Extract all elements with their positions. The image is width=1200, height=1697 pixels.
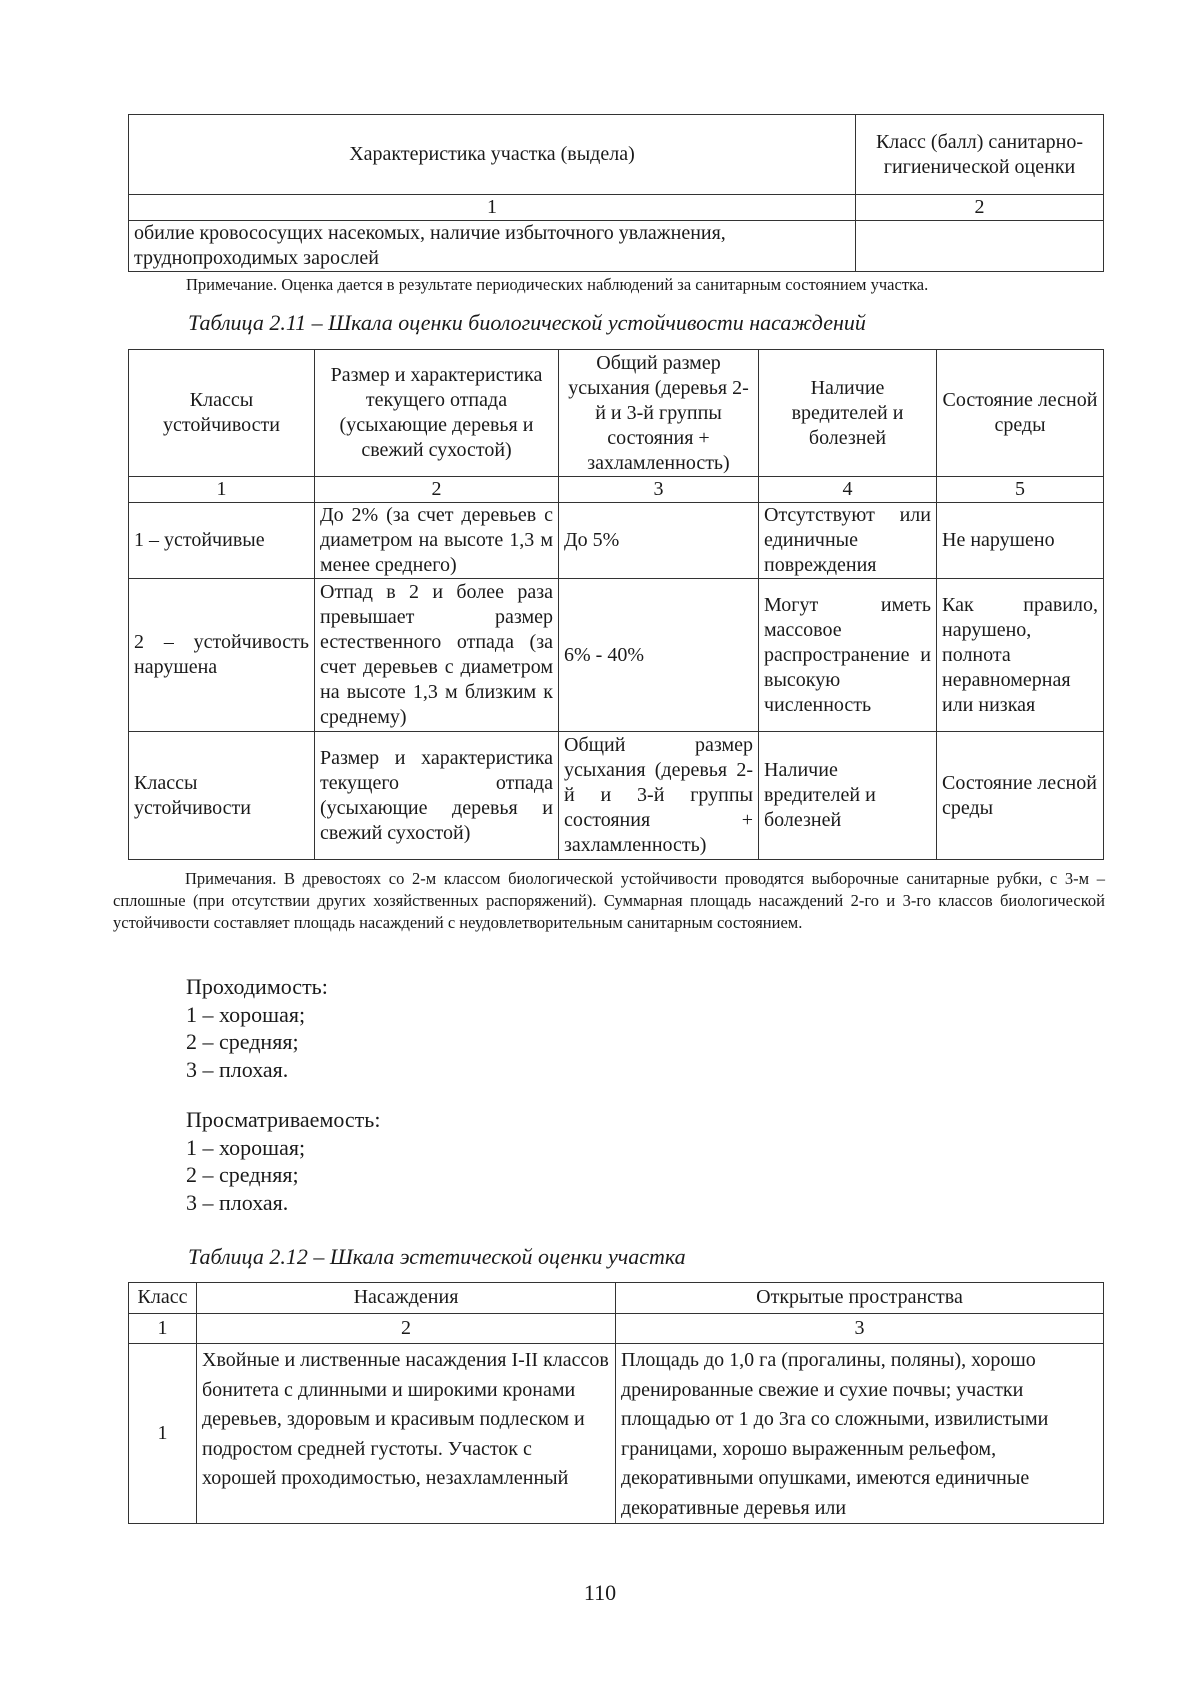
- header-open-spaces: Открытые пространства: [616, 1283, 1104, 1314]
- passability-title: Проходимость:: [186, 974, 328, 999]
- header-stability-classes: Классы устойчивости: [129, 350, 315, 477]
- table-cell: Состояние лесной среды: [937, 732, 1104, 860]
- column-number: 1: [129, 195, 856, 221]
- table-row: [129, 579, 1104, 732]
- table-cell: Не нарушено: [937, 503, 1104, 579]
- column-number: 3: [559, 477, 759, 503]
- list-item: 2 – средняя;: [186, 1162, 299, 1187]
- page-number: 110: [583, 1580, 617, 1605]
- table-cell: Размер и характеристика текущего отпада (усыхающие деревья и свежий сухостой): [315, 732, 559, 860]
- table-cell: До 5%: [559, 503, 759, 579]
- header-current-dieback: Размер и характеристика текущего отпада (усыхающие деревья и свежий сухостой): [315, 350, 559, 477]
- visibility-title: Просматриваемость:: [186, 1107, 381, 1132]
- header-plantings: Насаждения: [197, 1283, 616, 1314]
- table-cell: До 2% (за счет деревьев с диаметром на высоте 1,3 м менее среднего): [315, 503, 559, 579]
- list-item: 1 – хорошая;: [186, 1001, 306, 1027]
- table-cell: обилие кровососущих насекомых, наличие избыточного увлажнения, труднопроходимых зарослей: [129, 221, 856, 272]
- note-stability-classes: Примечания. В древостоях со 2-м классом биологической устойчивости проводятся выборочные санитарные рубки, с 3-м – сплошные (при отсутствии других хозяйственных распоряжений). Суммарная площадь насаждений 2-го и 3-го классов биологической устойчивости составляет площадь насаждений с неудовлетворительным санитарным состоянием.: [113, 869, 1105, 932]
- visibility-block: [186, 1106, 686, 1216]
- header-forest-environment: Состояние лесной среды: [937, 350, 1104, 477]
- table-cell: [856, 221, 1104, 272]
- column-number: 1: [129, 1313, 197, 1344]
- table-cell: Как правило, нарушено, полнота неравномерная или низкая: [937, 579, 1104, 732]
- list-item: 2 – средняя;: [186, 1029, 299, 1054]
- table-cell: Классы устойчивости: [129, 732, 315, 860]
- caption-table-2-12: Таблица 2.12 – Шкала эстетической оценки участка: [188, 1244, 686, 1269]
- table-cell: Хвойные и лиственные насаждения I-II классов бонитета с длинными и широкими кронами деревьев, здоровым и красивым подлеском и подростом средней густоты. Участок с хорошей проходимостью, незахламленный: [197, 1344, 616, 1524]
- table-row: [129, 732, 1104, 860]
- column-number: 2: [315, 477, 559, 503]
- table-2-11-biological-stability: [128, 349, 1104, 860]
- table-2-10-continuation: [128, 114, 1104, 272]
- table-2-12-aesthetic-assessment: [128, 1282, 1104, 1524]
- table-cell: Наличие вредителей и болезней: [759, 732, 937, 860]
- table-cell: 1: [129, 1344, 197, 1524]
- header-total-dieback: Общий размер усыхания (деревья 2-й и 3-й группы состояния + захламленность): [559, 350, 759, 477]
- table-row: [129, 503, 1104, 579]
- list-item: 1 – хорошая;: [186, 1134, 306, 1160]
- list-item: 3 – плохая.: [186, 1056, 289, 1082]
- note-sanitary: Примечание. Оценка дается в результате периодических наблюдений за санитарным состоянием участка.: [186, 275, 929, 294]
- header-class-score: Класс (балл) санитарно-гигиенической оценки: [856, 115, 1104, 195]
- column-number: 2: [197, 1313, 616, 1344]
- header-pests-diseases: Наличие вредителей и болезней: [759, 350, 937, 477]
- header-class: Класс: [129, 1283, 197, 1314]
- column-number: 1: [129, 477, 315, 503]
- list-item: 3 – плохая.: [186, 1189, 289, 1215]
- passability-block: [186, 973, 686, 1083]
- table-cell: Могут иметь массовое распространение и высокую численность: [759, 579, 937, 732]
- column-number: 3: [616, 1313, 1104, 1344]
- column-number: 2: [856, 195, 1104, 221]
- column-number: 4: [759, 477, 937, 503]
- header-characteristic: Характеристика участка (выдела): [129, 115, 856, 195]
- table-cell: 1 – устойчивые: [129, 503, 315, 579]
- caption-table-2-11: Таблица 2.11 – Шкала оценки биологической устойчивости насаждений: [188, 310, 866, 335]
- column-number: 5: [937, 477, 1104, 503]
- table-cell: Отсутствуют или единичные повреждения: [759, 503, 937, 579]
- table-cell: 2 – устойчивость нарушена: [129, 579, 315, 732]
- table-cell: 6% - 40%: [559, 579, 759, 732]
- table-cell: Общий размер усыхания (деревья 2-й и 3-й группы состояния + захламленность): [559, 732, 759, 860]
- table-row: [129, 1344, 1104, 1524]
- table-cell: Площадь до 1,0 га (прогалины, поляны), хорошо дренированные свежие и сухие почвы; участки площадью от 1 до 3га со сложными, извилистыми границами, хорошо выраженным рельефом, декоративными опушками, имеются единичные декоративные деревья или: [616, 1344, 1104, 1524]
- table-cell: Отпад в 2 и более раза превышает размер естественного отпада (за счет деревьев с диаметром на высоте 1,3 м близким к среднему): [315, 579, 559, 732]
